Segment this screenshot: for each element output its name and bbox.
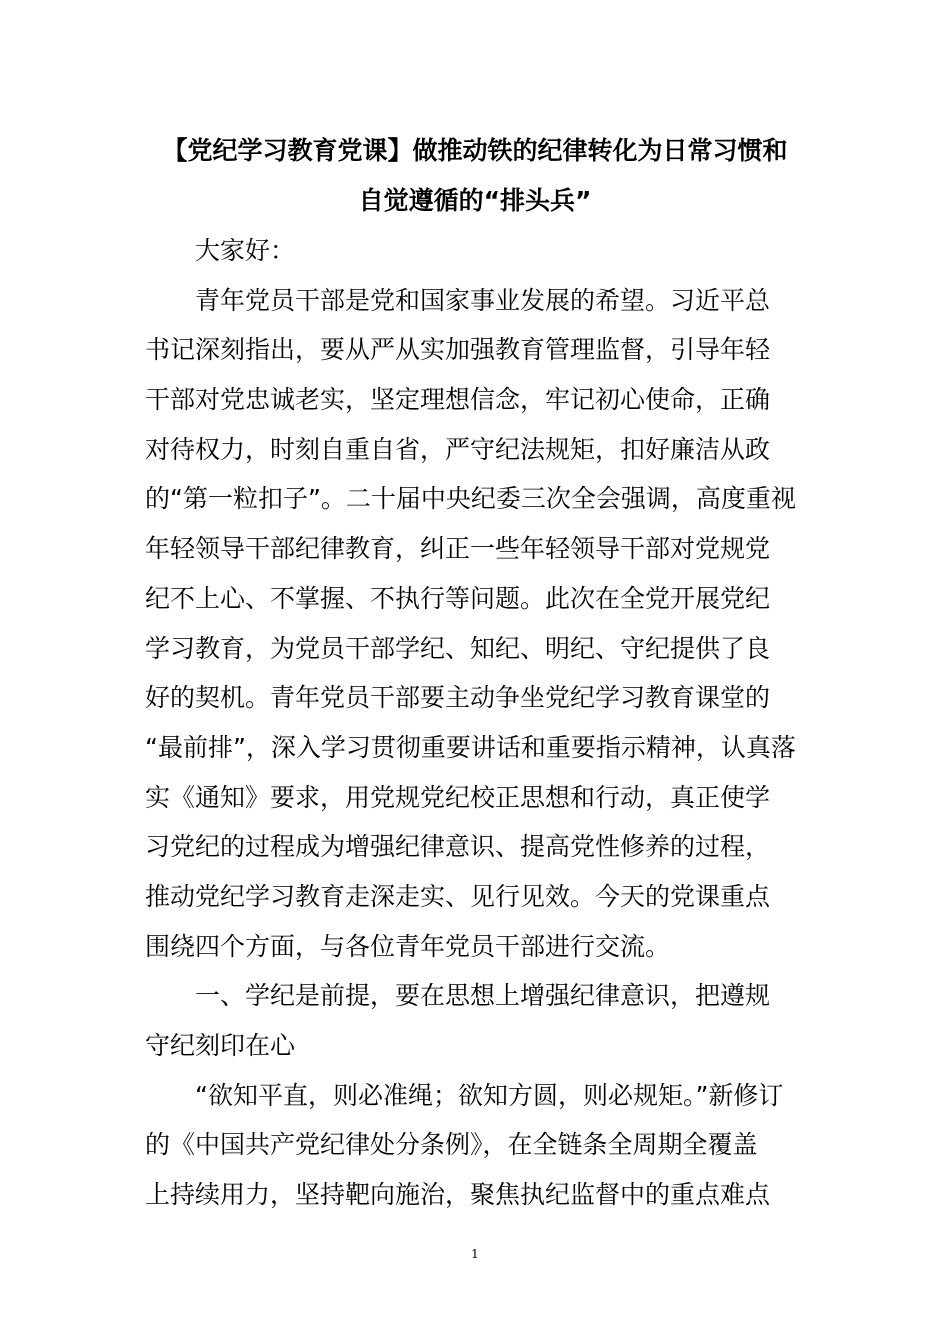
paragraph-line: 好的契机。青年党员干部要主动争坐党纪学习教育课堂的 [145, 683, 771, 713]
paragraph-line: 书记深刻指出，要从严从实加强教育管理监督，引导年轻 [145, 335, 771, 365]
paragraph-line: 学习教育，为党员干部学纪、知纪、明纪、守纪提供了良 [145, 633, 771, 663]
paragraph-line: 对待权力，时刻自重自省，严守纪法规矩，扣好廉洁从政 [145, 434, 771, 464]
paragraph-line: 纪不上心、不掌握、不执行等问题。此次在全党开展党纪 [145, 583, 771, 613]
title-line-1: 【党纪学习教育党课】做推动铁的纪律转化为日常习惯和 [162, 136, 788, 165]
paragraph-line: 实《通知》要求，用党规党纪校正思想和行动，真正使学 [145, 782, 771, 812]
greeting-line: 大家好： [195, 236, 296, 265]
paragraph-line: 围绕四个方面，与各位青年党员干部进行交流。 [145, 931, 671, 961]
paragraph-line: “最前排”，深入学习贯彻重要讲话和重要指示精神，认真落 [145, 732, 796, 762]
section-heading-line: 守纪刻印在心 [145, 1031, 296, 1060]
page-number: 1 [471, 1247, 479, 1261]
paragraph-line: “欲知平直，则必准绳；欲知方圆，则必规矩。”新修订 [195, 1080, 784, 1110]
paragraph-line: 上持续用力，坚持靶向施治，聚焦执纪监督中的重点难点 [145, 1180, 771, 1210]
section-heading-line: 一、学纪是前提，要在思想上增强纪律意识，把遵规 [195, 981, 771, 1011]
document-body [145, 226, 808, 1220]
paragraph-line: 习党纪的过程成为增强纪律意识、提高党性修养的过程， [145, 832, 771, 862]
paragraph-line: 推动党纪学习教育走深走实、见行见效。今天的党课重点 [145, 881, 771, 911]
paragraph-line: 干部对党忠诚老实，坚定理想信念，牢记初心使命，正确 [145, 385, 771, 415]
title-line-2: 自觉遵循的“排头兵” [358, 186, 592, 215]
paragraph-line: 年轻领导干部纪律教育，纠正一些年轻领导干部对党规党 [145, 534, 771, 564]
paragraph-line: 青年党员干部是党和国家事业发展的希望。习近平总 [195, 285, 771, 315]
paragraph-line: 的《中国共产党纪律处分条例》，在全链条全周期全覆盖 [145, 1130, 758, 1160]
paragraph-line: 的“第一粒扣子”。二十届中央纪委三次全会强调，高度重视 [145, 484, 796, 514]
document-title [130, 126, 820, 226]
